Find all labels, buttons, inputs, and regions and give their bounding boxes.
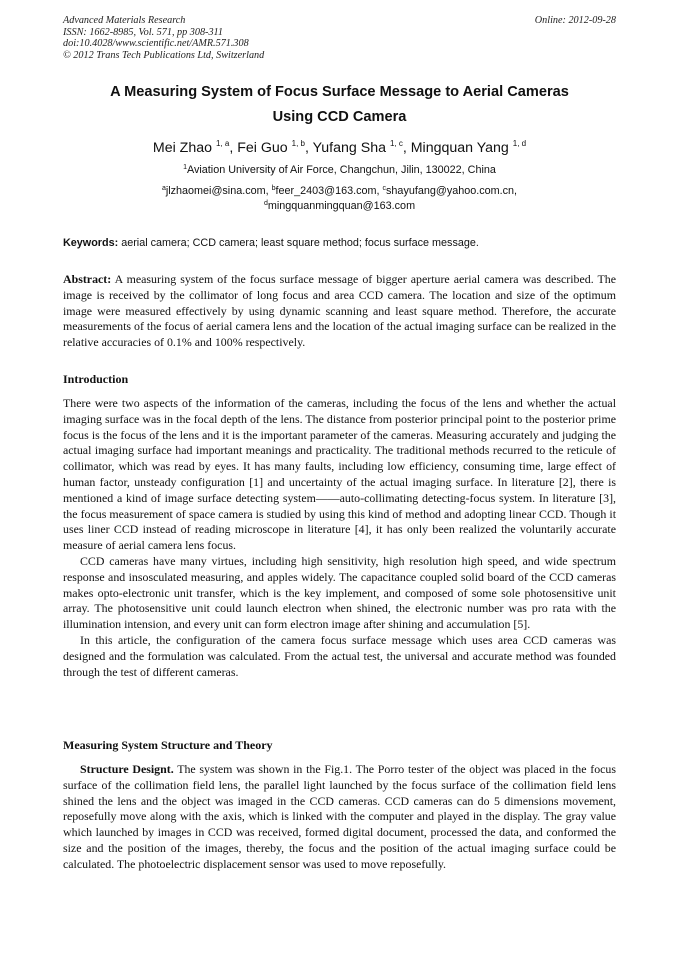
author-name: Fei Guo: [237, 140, 288, 156]
email-mark: a: [161, 185, 166, 192]
doi-line: doi:10.4028/www.scientific.net/AMR.571.308: [63, 38, 249, 50]
author-name: Mei Zhao: [152, 140, 213, 156]
title-line-2: Using CCD Camera: [272, 109, 407, 125]
keywords-text: aerial camera; CCD camera; least square method; focus surface message.: [121, 237, 479, 249]
journal-name: Advanced Materials Research: [63, 15, 186, 26]
paper-title: [63, 80, 616, 130]
structure-design-paragraph: [63, 762, 616, 873]
affil-text: Aviation University of Air Force, Changchun, Jilin, 130022, China: [187, 164, 496, 176]
author-name: Mingquan Yang: [410, 140, 509, 156]
affil-mark: 1: [183, 164, 187, 171]
abstract-text: A measuring system of the focus surface message of bigger aperture aerial camera was described. The image is received by the collimator of long focus and area CCD camera. The location and size of the optimum image were measured effectively by using dynamic scanning and least square method. Therefore, the accurate measurements of the focus of aerial camera lens and the location of the actual imaging surface can be realized in the relative accuracies of 0.1% and 100% respectively.: [63, 272, 616, 350]
author-affil-mark: 1, c: [389, 139, 403, 148]
email-mark: c: [382, 185, 387, 192]
author-affil-mark: 1, a: [215, 139, 230, 148]
email-mark: b: [271, 185, 276, 192]
keywords: [63, 236, 616, 250]
measuring-system-heading: Measuring System Structure and Theory: [63, 738, 273, 752]
introduction-heading: Introduction: [63, 372, 129, 386]
introduction-body: [63, 396, 616, 680]
author-affil-mark: 1, d: [512, 139, 527, 148]
abstract-label: Abstract:: [63, 272, 112, 286]
intro-paragraph: There were two aspects of the information of the cameras, including the focus of the lens and whether the actual imaging surface was in the focal depth of the lens. The distance from posterior principal point to the posterior prime focus is the focus of the lens and it is the important parameter of the cameras. Measuring accurately and judging the actual imaging surface had important meanings and practicality. The traditional methods recurred to the reticule of collimator, which was read by eyes. It has many faults, including low efficiency, consuming time, large effect of human factor, unsteady configuration [1] and uncertainty of the actual imaging surface. In literature [2], there is mentioned a kind of image surface detecting system——auto-collimating detecting-focus system. In literature [3], the focus measurement of space camera is studied by using this kind of method and adopting linear CCD. Though it uses liner CCD instead of reading microscope in literature [4], it has only been realized the voluntarily accurate measure of aerial camera lens focus.: [63, 396, 616, 553]
intro-paragraph: CCD cameras have many virtues, including high sensitivity, high resolution high speed, and wide spectrum response and insosculated measuring, and apples widely. The capacitance coupled solid board of the CCD cameras makes opto-electronic unit transfer, which is the key implement, and composed of some sole photosensitive unit array. The photosensitive unit could launch electron when shined, the electronic number was pro rata with the illumination intension, and every unit can form electron image after shining and accumulation [5].: [63, 553, 616, 632]
email-mark: d: [263, 200, 268, 207]
email-address: mingquanmingquan@163.com: [267, 200, 416, 212]
email-address: shayufang@yahoo.com.cn: [386, 185, 515, 197]
email-line-2: [63, 199, 616, 214]
email-line-1: $^a$jlzhaomei@sina.com, $^b$feer_2403@163.com, $^c$shayufang@yahoo.com.cn,: [161, 185, 518, 197]
copyright-line: © 2012 Trans Tech Publications Ltd, Switzerland: [63, 49, 265, 61]
structure-design-subheading: Structure Designt.: [80, 762, 174, 776]
email-list: [63, 184, 616, 214]
title-line-1: A Measuring System of Focus Surface Message to Aerial Cameras: [110, 84, 569, 100]
intro-paragraph: In this article, the configuration of the camera focus surface message which uses area CCD cameras was designed and the formulation was calculated. From the actual test, the universal and accurate method was founded through the test of different cameras.: [63, 632, 616, 679]
issn-line: ISSN: 1662-8985, Vol. 571, pp 308-311: [63, 26, 223, 38]
keywords-label: Keywords:: [63, 237, 119, 249]
structure-design-text: The system was shown in the Fig.1. The Porro tester of the object was placed in the focus surface of the collimation field lens, the parallel light launched by the focus surface of the collimation field lens shined the lens and the object was imaged in the CCD cameras. CCD cameras can do 5 dimensions movement, reposefully move along with the axis, which is linked with the computer and played in the display. The gray value which launched by images in CCD was received, formed digital document, processed the data, and conformed the size and the position of the images, thereby, the focus and the position of the actual imaging surface could be calculated. The photoelectric displacement sensor was used to move reposefully.: [63, 762, 616, 871]
affiliation: [63, 163, 616, 178]
author-name: Yufang Sha: [312, 140, 386, 156]
journal-header: [63, 15, 616, 61]
abstract: [63, 272, 616, 351]
author-affil-mark: 1, b: [291, 139, 305, 148]
email-address: feer_2403@163.com: [275, 185, 377, 197]
online-date: Online: 2012-09-28: [534, 15, 616, 26]
email-address: jlzhaomei@sina.com: [165, 185, 266, 197]
author-list: Mei Zhao $^{1, a}$, Fei Guo $^{1, b}$, Yufang Sha $^{1, c}$, Mingquan Yang $^{1, d}$: [152, 139, 527, 156]
